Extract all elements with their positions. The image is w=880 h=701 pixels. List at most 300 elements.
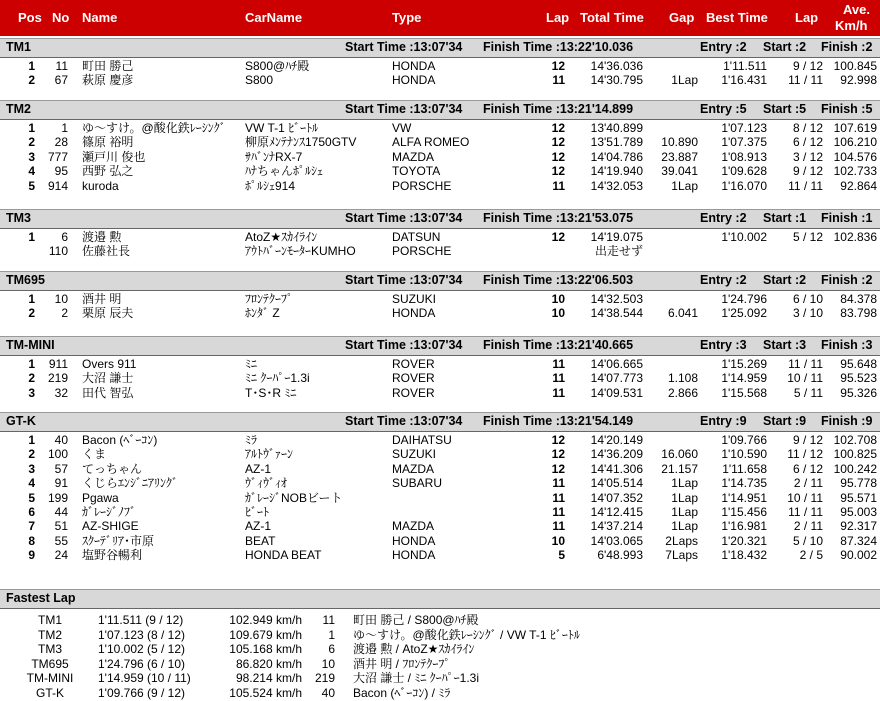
cell-bl: 9 / 12	[792, 433, 823, 447]
cell-ave: 104.576	[833, 149, 877, 164]
cell-pos: 1	[28, 230, 35, 244]
cell-total: 14'30.795	[590, 73, 643, 88]
cell-no: 10	[54, 292, 68, 306]
cell-bl: 11 / 12	[787, 447, 823, 462]
cell-gap: 1Lap	[671, 490, 698, 505]
cell-lap: 11	[552, 505, 565, 519]
table-row	[0, 244, 880, 259]
cell-bl: 6 / 12	[792, 461, 823, 476]
fastest-speed: 105.168 km/h	[229, 642, 302, 657]
cell-no: 199	[47, 490, 68, 505]
finish-count: Finish :5	[821, 102, 873, 116]
cell-pos: 5	[28, 178, 35, 193]
cell-lap: 12	[551, 135, 565, 150]
cell-ave: 100.242	[833, 461, 877, 476]
class-header	[0, 336, 880, 356]
cell-type: ROVER	[392, 371, 435, 386]
cell-no: 11	[55, 59, 68, 73]
cell-type: HONDA	[392, 533, 436, 548]
cell-lap: 12	[551, 121, 565, 135]
cell-ave: 95.778	[840, 476, 877, 491]
cell-gap: 16.060	[661, 447, 698, 462]
cell-best: 1'14.735	[721, 476, 767, 491]
cell-lap: 11	[552, 385, 565, 400]
cell-best: 1'15.456	[721, 505, 767, 519]
cell-car: ﾐﾆ	[245, 357, 258, 371]
table-row	[0, 386, 880, 401]
fastest-cls: TM2	[38, 627, 62, 642]
class-header	[0, 209, 880, 229]
cell-no: 100	[47, 447, 68, 462]
cell-name: 篠原 裕明	[82, 135, 134, 150]
cell-pos: 3	[28, 149, 35, 164]
cell-lap: 11	[552, 371, 565, 386]
cell-no: 55	[54, 533, 68, 548]
cell-type: DATSUN	[392, 230, 441, 244]
fastest-no: 6	[328, 642, 335, 657]
cell-lap: 12	[551, 149, 565, 164]
finish-time: Finish Time :13:21'53.075	[483, 211, 634, 225]
cell-total: 13'51.789	[590, 135, 643, 150]
table-row	[0, 534, 880, 549]
cell-lap: 12	[551, 461, 565, 476]
cell-gap: 2.866	[667, 385, 698, 400]
table-row	[0, 150, 880, 165]
table-row	[0, 292, 880, 307]
cell-ave: 84.378	[840, 292, 877, 306]
cell-best: 1'15.568	[721, 385, 767, 400]
cell-bl: 2 / 11	[793, 476, 823, 491]
cell-car: ｶﾞﾚｰｼﾞNOBビート	[245, 490, 343, 505]
table-row	[0, 357, 880, 372]
cell-name: 酒井 明	[82, 292, 122, 306]
finish-count: Finish :3	[821, 338, 873, 352]
cell-total: 出走せず	[594, 244, 643, 259]
table-row	[0, 135, 880, 150]
cell-ave: 95.571	[840, 490, 877, 505]
table-row	[0, 519, 880, 534]
cell-name: Pgawa	[82, 490, 119, 505]
fastest-speed: 109.679 km/h	[229, 627, 302, 642]
cell-bl: 5 / 12	[792, 230, 823, 244]
cell-total: 14'32.053	[590, 178, 643, 193]
cell-name: 大沼 謙士	[82, 371, 134, 386]
class-name: TM-MINI	[6, 338, 55, 352]
col-lap: Lap	[546, 10, 570, 25]
fastest-who: 大沼 謙士 / ﾐﾆ ｸｰﾊﾟｰ1.3i	[353, 671, 480, 686]
cell-bl: 6 / 10	[792, 292, 823, 306]
cell-total: 14'05.514	[590, 476, 643, 491]
cell-pos: 2	[28, 306, 35, 321]
table-row	[0, 505, 880, 520]
cell-car: ｳﾞｨｳﾞｨｵ	[245, 476, 288, 491]
class-name: GT-K	[6, 414, 36, 428]
cell-type: HONDA	[392, 59, 436, 73]
cell-gap: 1Lap	[671, 505, 698, 519]
cell-pos: 3	[28, 461, 35, 476]
start-count: Start :1	[763, 211, 807, 225]
table-row	[0, 433, 880, 448]
cell-name: Overs 911	[82, 357, 137, 371]
cell-lap: 10	[551, 292, 565, 306]
cell-type: MAZDA	[392, 149, 434, 164]
cell-no: 110	[48, 244, 68, 259]
cell-name: ｽｸｰﾃﾞﾘｱ･市原	[82, 533, 155, 548]
cell-pos: 2	[28, 447, 35, 462]
cell-car: VW T-1 ﾋﾞｰﾄﾙ	[245, 121, 319, 135]
cell-best: 1'07.123	[721, 121, 767, 135]
cell-name: kuroda	[82, 178, 119, 193]
cell-total: 14'04.786	[590, 149, 643, 164]
cell-bl: 5 / 11	[793, 385, 823, 400]
cell-ave: 100.825	[833, 447, 877, 462]
fastest-lap-row	[0, 657, 880, 672]
cell-car: ﾐﾗ	[245, 433, 258, 447]
cell-car: ﾎﾟﾙｼｪ914	[245, 178, 296, 193]
fastest-no: 10	[321, 656, 335, 671]
cell-car: AZ-1	[245, 519, 272, 534]
class-header	[0, 100, 880, 120]
cell-no: 28	[54, 135, 68, 150]
cell-bl: 9 / 12	[792, 59, 823, 73]
fastest-no: 219	[314, 671, 335, 686]
cell-best: 1'24.796	[721, 292, 767, 306]
start-count: Start :9	[763, 414, 807, 428]
cell-no: 44	[54, 505, 68, 519]
fastest-who: ゆ～すけ。@酸化鉄ﾚｰｼﾝｸﾞ / VW T-1 ﾋﾞｰﾄﾙ	[353, 627, 580, 642]
cell-pos: 5	[28, 490, 35, 505]
cell-total: 14'07.352	[590, 490, 643, 505]
fastest-who: 酒井 明 / ﾌﾛﾝﾃｸｰﾌﾟ	[353, 656, 451, 671]
start-time: Start Time :13:07'34	[345, 102, 463, 116]
fastest-who: Bacon (ﾍﾞｰｺﾝ) / ﾐﾗ	[353, 686, 451, 700]
fastest-time: 1'14.959 (10 / 11)	[98, 671, 191, 686]
fastest-lap-header	[0, 589, 880, 609]
cell-ave: 106.210	[833, 135, 877, 150]
cell-car: ﾐﾆ ｸｰﾊﾟｰ1.3i	[245, 371, 310, 386]
cell-gap: 10.890	[661, 135, 698, 150]
cell-lap: 11	[552, 519, 565, 534]
entry-count: Entry :3	[700, 338, 747, 352]
cell-bl: 10 / 11	[787, 490, 823, 505]
cell-ave: 102.836	[833, 230, 877, 244]
cell-total: 6'48.993	[597, 548, 643, 563]
cell-no: 95	[54, 164, 68, 179]
cell-type: SUZUKI	[392, 292, 437, 306]
col-gap: Gap	[669, 10, 695, 25]
cell-lap: 11	[552, 490, 565, 505]
cell-lap: 11	[552, 476, 565, 491]
cell-best: 1'15.269	[721, 357, 767, 371]
cell-type: VW	[392, 121, 412, 135]
start-count: Start :5	[763, 102, 807, 116]
cell-best: 1'11.511	[723, 59, 767, 73]
cell-pos: 4	[28, 476, 35, 491]
cell-lap: 10	[551, 306, 565, 321]
cell-pos: 9	[28, 548, 35, 563]
cell-ave: 87.324	[840, 533, 877, 548]
cell-car: 柳原ﾒﾝﾃﾅﾝｽ1750GTV	[245, 135, 357, 150]
cell-total: 14'38.544	[590, 306, 643, 321]
cell-total: 14'09.531	[590, 385, 643, 400]
col-car: CarName	[245, 10, 303, 25]
cell-name: 佐藤社長	[82, 244, 131, 259]
results-header	[0, 0, 880, 36]
cell-car: HONDA BEAT	[245, 548, 322, 563]
cell-lap: 11	[552, 73, 565, 88]
cell-pos: 2	[28, 371, 35, 386]
cell-name: 瀬戸川 俊也	[82, 149, 146, 164]
finish-count: Finish :9	[821, 414, 873, 428]
cell-bl: 8 / 12	[792, 121, 823, 135]
fastest-speed: 102.949 km/h	[229, 613, 302, 627]
col-pos: Pos	[18, 10, 42, 25]
cell-type: MAZDA	[392, 519, 434, 534]
entry-count: Entry :9	[700, 414, 747, 428]
cell-ave: 95.003	[840, 505, 877, 519]
fastest-time: 1'11.511 (9 / 12)	[98, 613, 184, 627]
fastest-lap-row	[0, 642, 880, 657]
cell-name: 渡邉 勲	[82, 230, 122, 244]
cell-bl: 3 / 10	[792, 306, 823, 321]
cell-ave: 102.708	[833, 433, 877, 447]
cell-type: HONDA	[392, 73, 436, 88]
cell-name: 萩原 慶彦	[82, 73, 134, 88]
entry-count: Entry :2	[700, 273, 747, 287]
fastest-lap-row	[0, 613, 880, 628]
finish-time: Finish Time :13:22'10.036	[483, 40, 634, 54]
cell-pos: 8	[28, 533, 35, 548]
cell-car: AZ-1	[245, 461, 272, 476]
finish-count: Finish :2	[821, 40, 873, 54]
cell-gap: 1Lap	[671, 73, 698, 88]
fastest-no: 1	[328, 627, 335, 642]
cell-gap: 1Lap	[671, 178, 698, 193]
cell-pos: 7	[28, 519, 35, 534]
table-row	[0, 164, 880, 179]
fastest-who: 町田 勝己 / S800@ﾊﾁ殿	[353, 613, 479, 627]
class-header	[0, 271, 880, 291]
cell-total: 14'32.503	[590, 292, 643, 306]
cell-bl: 11 / 11	[788, 73, 823, 88]
cell-gap: 1Lap	[671, 476, 698, 491]
cell-type: ALFA ROMEO	[392, 135, 470, 150]
fastest-no: 40	[321, 686, 335, 700]
cell-bl: 11 / 11	[788, 178, 823, 193]
cell-ave: 92.864	[840, 178, 877, 193]
fastest-lap-row	[0, 671, 880, 686]
cell-car: S800@ﾊﾁ殿	[245, 59, 310, 73]
fastest-lap-row	[0, 686, 880, 701]
cell-pos: 1	[28, 357, 35, 371]
cell-total: 14'07.773	[590, 371, 643, 386]
cell-lap: 11	[552, 357, 565, 371]
cell-no: 777	[47, 149, 68, 164]
cell-pos: 1	[28, 59, 35, 73]
cell-no: 219	[47, 371, 68, 386]
start-count: Start :2	[763, 40, 807, 54]
entry-count: Entry :5	[700, 102, 747, 116]
cell-type: ROVER	[392, 385, 435, 400]
fastest-no: 11	[322, 613, 335, 627]
cell-bl: 2 / 11	[793, 519, 823, 534]
class-header	[0, 38, 880, 58]
cell-bl: 3 / 12	[792, 149, 823, 164]
table-row	[0, 462, 880, 477]
table-row	[0, 230, 880, 245]
entry-count: Entry :2	[700, 40, 747, 54]
cell-type: SUBARU	[392, 476, 443, 491]
cell-type: ROVER	[392, 357, 435, 371]
cell-no: 914	[47, 178, 68, 193]
cell-best: 1'10.590	[721, 447, 767, 462]
cell-no: 57	[54, 461, 68, 476]
cell-lap: 5	[558, 548, 565, 563]
cell-best: 1'08.913	[721, 149, 767, 164]
start-time: Start Time :13:07'34	[345, 273, 463, 287]
start-count: Start :2	[763, 273, 807, 287]
cell-no: 911	[48, 357, 68, 371]
cell-best: 1'07.375	[721, 135, 767, 150]
table-row	[0, 491, 880, 506]
cell-no: 51	[54, 519, 68, 534]
cell-total: 14'37.214	[590, 519, 643, 534]
fastest-cls: TM-MINI	[26, 671, 74, 686]
cell-name: 栗原 辰夫	[82, 306, 134, 321]
cell-type: HONDA	[392, 306, 436, 321]
cell-total: 14'19.075	[590, 230, 643, 244]
fastest-time: 1'10.002 (5 / 12)	[98, 642, 186, 657]
fastest-speed: 98.214 km/h	[235, 671, 302, 686]
cell-type: PORSCHE	[392, 178, 452, 193]
cell-bl: 5 / 10	[792, 533, 823, 548]
cell-name: 塩野谷暢利	[82, 548, 143, 563]
cell-pos: 4	[28, 164, 35, 179]
cell-bl: 10 / 11	[787, 371, 823, 386]
cell-pos: 6	[28, 505, 35, 519]
cell-gap: 6.041	[667, 306, 698, 321]
table-row	[0, 371, 880, 386]
start-time: Start Time :13:07'34	[345, 40, 463, 54]
cell-ave: 83.798	[840, 306, 877, 321]
finish-time: Finish Time :13:21'14.899	[483, 102, 634, 116]
cell-pos: 3	[28, 385, 35, 400]
cell-no: 1	[61, 121, 68, 135]
cell-bl: 6 / 12	[792, 135, 823, 150]
cell-lap: 12	[551, 59, 565, 73]
cell-total: 13'40.899	[590, 121, 643, 135]
cell-type: SUZUKI	[392, 447, 437, 462]
col-ave: Ave.	[843, 2, 870, 17]
cell-ave: 92.998	[840, 73, 877, 88]
cell-car: ｱｳﾄﾊﾞｰﾝﾓｰﾀｰKUMHO	[245, 244, 356, 259]
fastest-time: 1'09.766 (9 / 12)	[98, 686, 186, 700]
fastest-speed: 105.524 km/h	[229, 686, 302, 700]
col-kmh: Km/h	[835, 18, 868, 33]
cell-best: 1'10.002	[721, 230, 767, 244]
table-row	[0, 447, 880, 462]
fastest-who: 渡邉 勲 / AtoZ★ｽｶｲﾗｲﾝ	[353, 642, 475, 657]
cell-pos: 1	[28, 433, 35, 447]
finish-time: Finish Time :13:21'40.665	[483, 338, 634, 352]
cell-total: 14'36.036	[590, 59, 643, 73]
fastest-cls: TM3	[38, 642, 62, 657]
cell-gap: 39.041	[661, 164, 698, 179]
finish-time: Finish Time :13:22'06.503	[483, 273, 634, 287]
cell-type: DAIHATSU	[392, 433, 452, 447]
cell-ave: 95.523	[840, 371, 877, 386]
start-time: Start Time :13:07'34	[345, 211, 463, 225]
cell-car: S800	[245, 73, 274, 88]
cell-best: 1'20.321	[721, 533, 767, 548]
col-best: Best Time	[706, 10, 768, 25]
fastest-cls: TM695	[31, 656, 69, 671]
cell-name: 田代 智弘	[82, 385, 134, 400]
cell-name: くじらｴﾝｼﾞﾆｱﾘﾝｸﾞ	[82, 476, 179, 491]
cell-name: AZ-SHIGE	[82, 519, 139, 534]
table-row	[0, 73, 880, 88]
fastest-speed: 86.820 km/h	[235, 656, 302, 671]
table-row	[0, 476, 880, 491]
class-header	[0, 412, 880, 432]
cell-car: T･S･R ﾐﾆ	[245, 385, 297, 400]
cell-total: 14'03.065	[590, 533, 643, 548]
cell-ave: 107.619	[833, 121, 877, 135]
cell-no: 24	[54, 548, 68, 563]
cell-gap: 1Lap	[671, 519, 698, 534]
cell-car: ﾌﾛﾝﾃｸｰﾌﾟ	[245, 292, 294, 306]
cell-no: 6	[61, 230, 68, 244]
cell-type: TOYOTA	[392, 164, 441, 179]
cell-pos: 2	[28, 135, 35, 150]
fastest-time: 1'24.796 (6 / 10)	[98, 656, 186, 671]
col-best-lap: Lap	[795, 10, 819, 25]
fastest-time: 1'07.123 (8 / 12)	[98, 627, 186, 642]
class-name: TM3	[6, 211, 31, 225]
col-type: Type	[392, 10, 422, 25]
cell-type: MAZDA	[392, 461, 434, 476]
cell-bl: 9 / 12	[792, 164, 823, 179]
cell-lap: 10	[551, 533, 565, 548]
cell-best: 1'14.959	[721, 371, 767, 386]
cell-lap: 12	[551, 230, 565, 244]
cell-car: ﾋﾞｰﾄ	[245, 505, 270, 519]
cell-total: 14'19.940	[590, 164, 643, 179]
cell-ave: 95.326	[840, 385, 877, 400]
table-row	[0, 306, 880, 321]
cell-best: 1'18.432	[721, 548, 767, 563]
start-count: Start :3	[763, 338, 807, 352]
cell-lap: 12	[551, 447, 565, 462]
cell-pos: 1	[28, 292, 35, 306]
cell-best: 1'16.070	[721, 178, 767, 193]
cell-ave: 90.002	[840, 548, 877, 563]
cell-best: 1'16.981	[721, 519, 767, 534]
cell-no: 91	[54, 476, 68, 491]
cell-name: 西野 弘之	[82, 164, 134, 179]
class-name: TM1	[6, 40, 31, 54]
col-no: No	[52, 10, 70, 25]
cell-gap: 21.157	[661, 461, 698, 476]
cell-lap: 12	[551, 433, 565, 447]
cell-type: PORSCHE	[392, 244, 452, 259]
fastest-cls: GT-K	[35, 686, 64, 700]
cell-total: 14'41.306	[590, 461, 643, 476]
class-name: TM2	[6, 102, 31, 116]
entry-count: Entry :2	[700, 211, 747, 225]
col-total: Total Time	[580, 10, 644, 25]
cell-total: 14'20.149	[590, 433, 643, 447]
